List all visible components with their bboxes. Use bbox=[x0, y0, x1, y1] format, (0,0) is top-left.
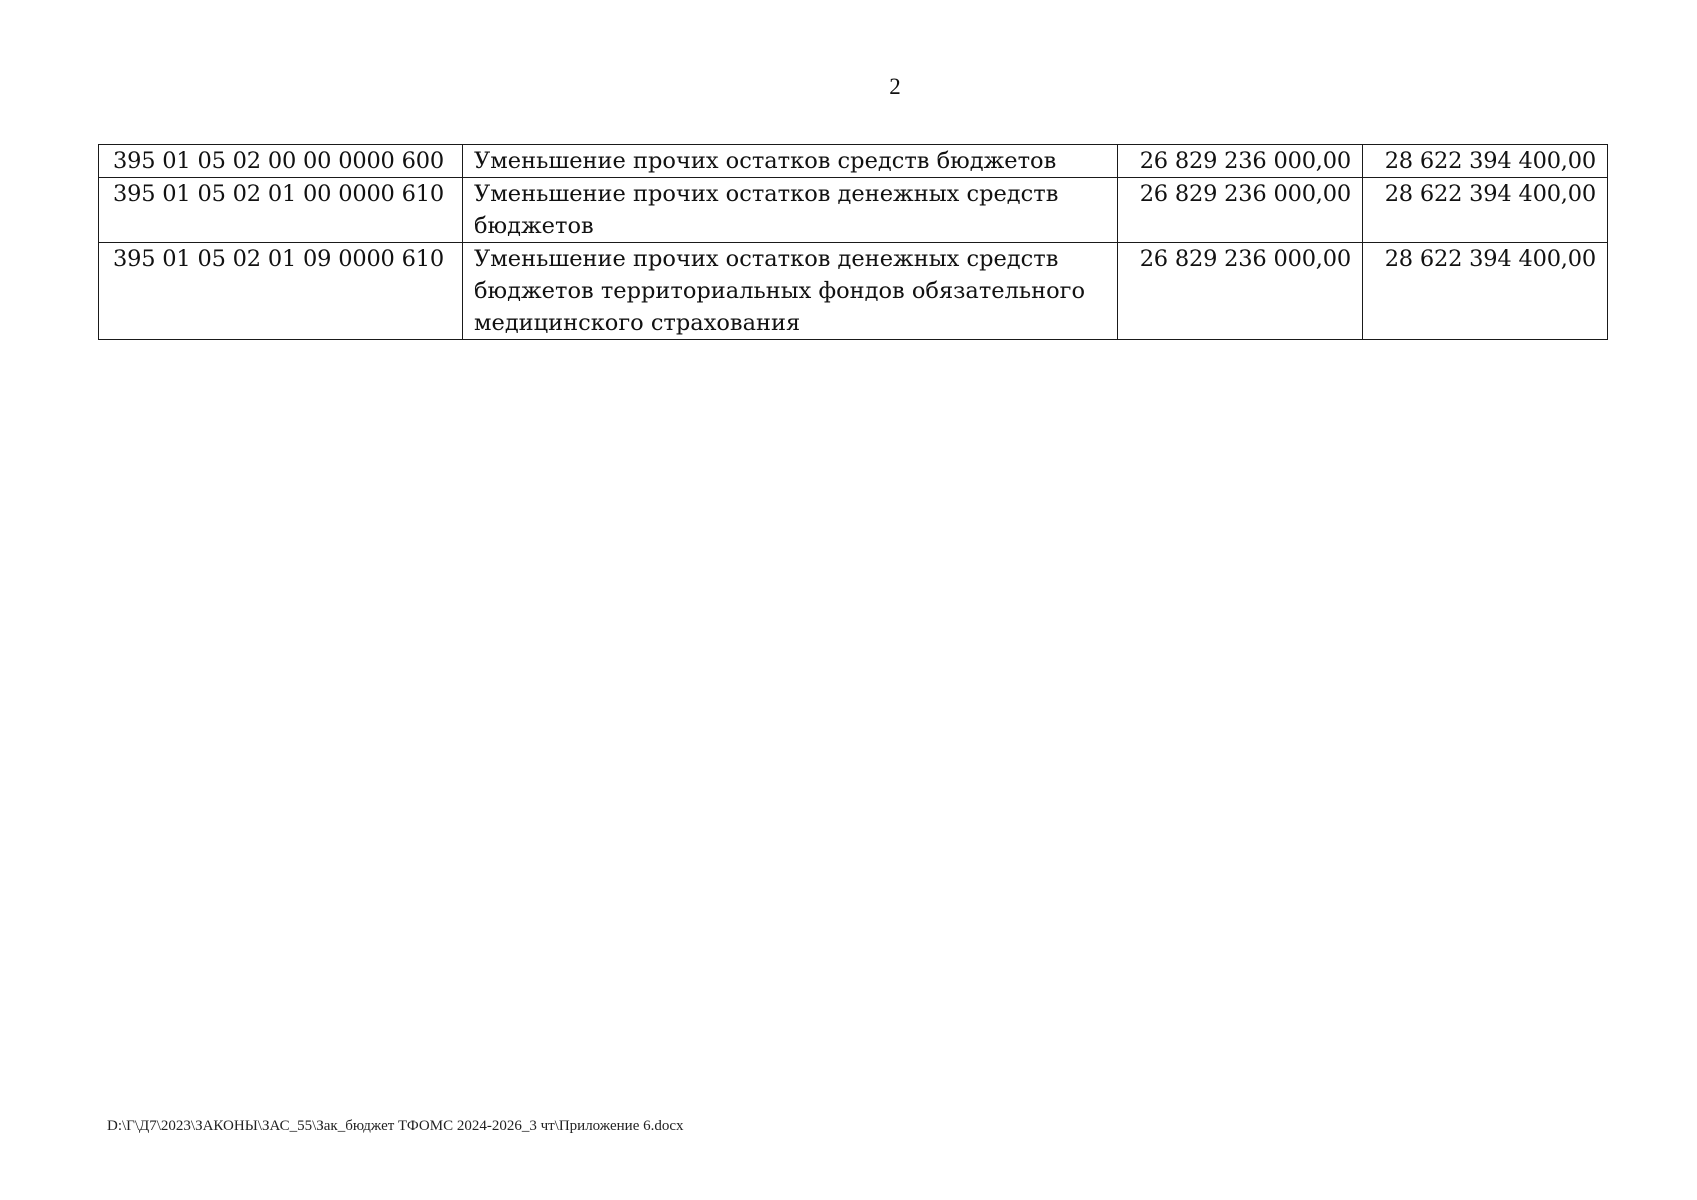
amount-year-2: 28 622 394 400,00 bbox=[1363, 145, 1608, 178]
table-row bbox=[99, 243, 1608, 340]
budget-classification-code: 395 01 05 02 01 00 0000 610 bbox=[99, 178, 463, 243]
source-name: Уменьшение прочих остатков денежных средств бюджетов территориальных фондов обязательного медицинского страхования bbox=[463, 243, 1118, 340]
budget-sources-table bbox=[98, 144, 1608, 340]
document-file-path: D:\Г\Д7\2023\ЗАКОНЫ\ЗАС_55\Зак_бюджет ТФОМС 2024-2026_3 чт\Приложение 6.docx bbox=[107, 1118, 684, 1134]
source-name: Уменьшение прочих остатков средств бюджетов bbox=[463, 145, 1118, 178]
table-row bbox=[99, 178, 1608, 243]
amount-year-1: 26 829 236 000,00 bbox=[1118, 145, 1363, 178]
page-number: 2 bbox=[889, 74, 901, 99]
amount-year-1: 26 829 236 000,00 bbox=[1118, 178, 1363, 243]
budget-classification-code: 395 01 05 02 00 00 0000 600 bbox=[99, 145, 463, 178]
amount-year-1: 26 829 236 000,00 bbox=[1118, 243, 1363, 340]
source-name: Уменьшение прочих остатков денежных средств бюджетов bbox=[463, 178, 1118, 243]
amount-year-2: 28 622 394 400,00 bbox=[1363, 178, 1608, 243]
budget-classification-code: 395 01 05 02 01 09 0000 610 bbox=[99, 243, 463, 340]
amount-year-2: 28 622 394 400,00 bbox=[1363, 243, 1608, 340]
table-row bbox=[99, 145, 1608, 178]
